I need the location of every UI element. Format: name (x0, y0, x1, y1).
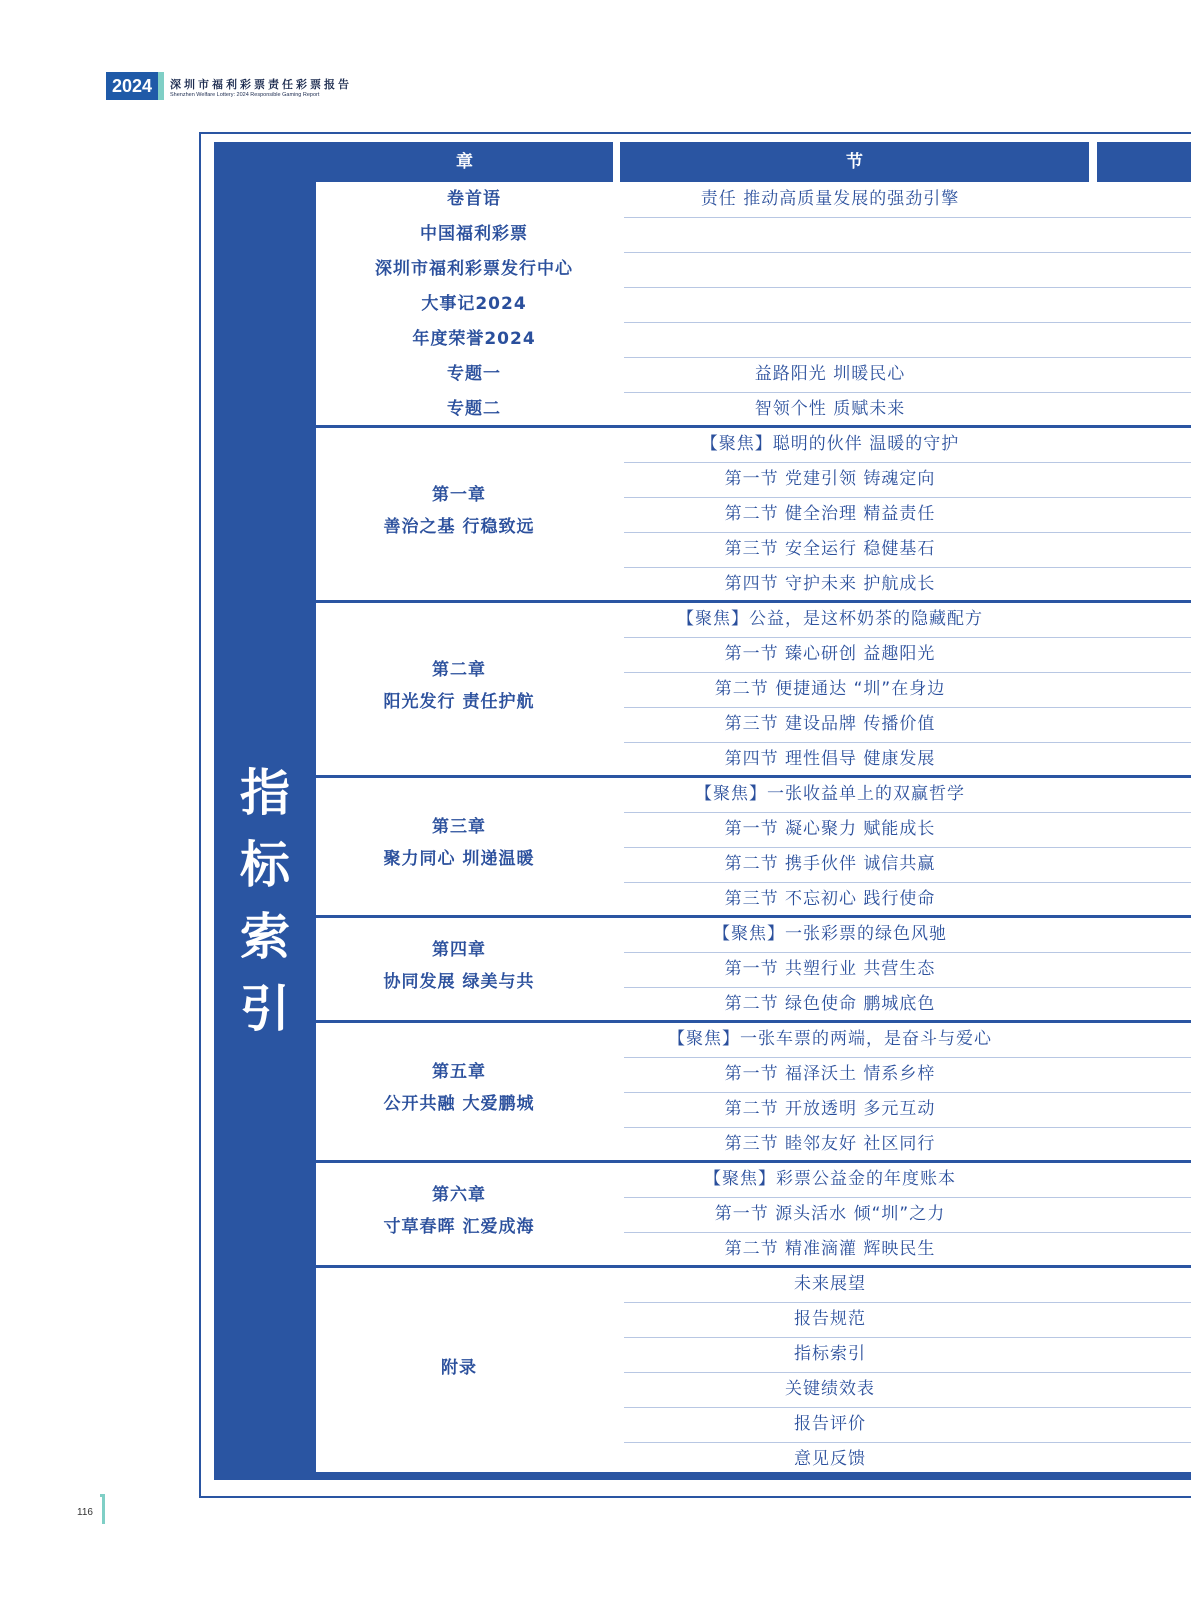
chapter-block (316, 1056, 602, 1120)
report-header (106, 72, 386, 100)
header-title: 深圳市福利彩票责任彩票报告 (170, 78, 352, 91)
section-cell: 意见反馈 (794, 1449, 866, 1469)
section-cell: 第一节 凝心聚力 赋能成长 (724, 819, 936, 839)
section-cell: 第二节 携手伙伴 诚信共赢 (724, 854, 936, 874)
column-header-extra (1097, 142, 1191, 182)
page-number-mark (100, 1494, 105, 1524)
chapter-title: 公开共融 大爱鹏城 (383, 1094, 535, 1114)
header-year: 2024 (106, 72, 158, 100)
section-cell: 第三节 建设品牌 传播价值 (724, 714, 936, 734)
section-cell: 【聚焦】一张彩票的绿色风驰 (713, 924, 947, 944)
table-bottom-bar (214, 1472, 1191, 1480)
sidebar (214, 142, 316, 1480)
section-cell: 【聚焦】一张车票的两端，是奋斗与爱心 (668, 1029, 992, 1049)
chapter-number: 第四章 (432, 939, 486, 960)
section-cell: 【聚焦】一张收益单上的双赢哲学 (695, 784, 965, 804)
section-cell (624, 287, 1036, 322)
chapter-number: 第一章 (432, 484, 486, 505)
page-number: 116 (77, 1507, 93, 1518)
section-cell: 第一节 源头活水 倾“圳”之力 (714, 1204, 946, 1224)
section-cell: 智领个性 质赋未来 (754, 399, 906, 419)
chapter-title: 善治之基 行稳致远 (383, 516, 535, 537)
section-cell: 第三节 安全运行 稳健基石 (724, 539, 936, 559)
header-subtitle: Shenzhen Welfare Lottery: 2024 Responsible Gaming Report (170, 92, 320, 98)
section-cell: 第二节 开放透明 多元互动 (724, 1099, 936, 1119)
chapter-number: 第五章 (432, 1062, 486, 1082)
chapter-cell: 中国福利彩票 (420, 224, 528, 244)
section-cell: 责任 推动高质量发展的强劲引擎 (700, 189, 960, 209)
section-cell: 第一节 臻心研创 益趣阳光 (724, 644, 936, 664)
chapter-block (316, 479, 602, 543)
section-cell (624, 217, 1036, 252)
chapter-block (316, 1179, 602, 1243)
header-accent-bar (158, 72, 164, 100)
chapter-cell: 卷首语 (447, 189, 501, 209)
section-cell: 报告评价 (794, 1414, 866, 1434)
sidebar-title-char: 索 (240, 908, 290, 966)
section-cell: 【聚焦】公益，是这杯奶茶的隐藏配方 (677, 609, 983, 629)
section-cell: 第三节 不忘初心 践行使命 (724, 889, 936, 909)
sidebar-title-char: 引 (240, 980, 290, 1038)
section-cell: 关键绩效表 (785, 1379, 875, 1399)
chapter-title: 协同发展 绿美与共 (383, 971, 535, 992)
chapter-cell: 年度荣誉2024 (412, 329, 536, 349)
section-cell: 报告规范 (794, 1309, 866, 1329)
sidebar-title (214, 757, 316, 1045)
section-cell: 第三节 睦邻友好 社区同行 (724, 1134, 936, 1154)
chapter-title: 聚力同心 圳递温暖 (383, 849, 535, 869)
chapter-title: 附录 (441, 1358, 477, 1378)
chapter-block (316, 934, 602, 998)
chapter-number: 第三章 (432, 817, 486, 837)
section-cell: 第二节 精准滴灌 辉映民生 (724, 1239, 936, 1259)
chapter-title: 寸草春晖 汇爱成海 (383, 1216, 535, 1237)
section-cell: 指标索引 (794, 1344, 866, 1364)
chapter-cell: 深圳市福利彩票发行中心 (375, 259, 573, 279)
chapter-number: 第二章 (432, 659, 486, 680)
section-cell: 益路阳光 圳暖民心 (754, 364, 906, 384)
chapter-cell: 专题二 (447, 399, 501, 419)
section-cell: 第四节 守护未来 护航成长 (724, 574, 936, 594)
chapter-block (316, 654, 602, 718)
section-cell (624, 252, 1036, 287)
section-cell: 第二节 便捷通达 “圳”在身边 (714, 679, 946, 699)
section-cell: 第一节 共塑行业 共营生态 (724, 959, 936, 979)
column-header-chapter: 章 (316, 142, 613, 182)
chapter-cell: 专题一 (447, 364, 501, 384)
chapter-block (316, 811, 602, 875)
column-header-section: 节 (620, 142, 1089, 182)
section-cell: 第一节 党建引领 铸魂定向 (724, 469, 936, 489)
section-cell: 未来展望 (794, 1274, 866, 1294)
section-cell: 【聚焦】彩票公益金的年度账本 (704, 1169, 956, 1189)
section-cell (624, 322, 1036, 357)
section-cell: 【聚焦】聪明的伙伴 温暖的守护 (700, 434, 960, 454)
section-cell: 第二节 绿色使命 鹏城底色 (724, 994, 936, 1014)
section-cell: 第四节 理性倡导 健康发展 (724, 749, 936, 769)
sidebar-title-char: 标 (240, 836, 290, 894)
section-cell: 第一节 福泽沃土 情系乡梓 (724, 1064, 936, 1084)
section-cell: 第二节 健全治理 精益责任 (724, 504, 936, 524)
chapter-cell: 大事记2024 (421, 294, 527, 314)
sidebar-title-char: 指 (240, 764, 290, 822)
chapter-title: 阳光发行 责任护航 (383, 691, 535, 712)
chapter-number: 第六章 (432, 1184, 486, 1205)
